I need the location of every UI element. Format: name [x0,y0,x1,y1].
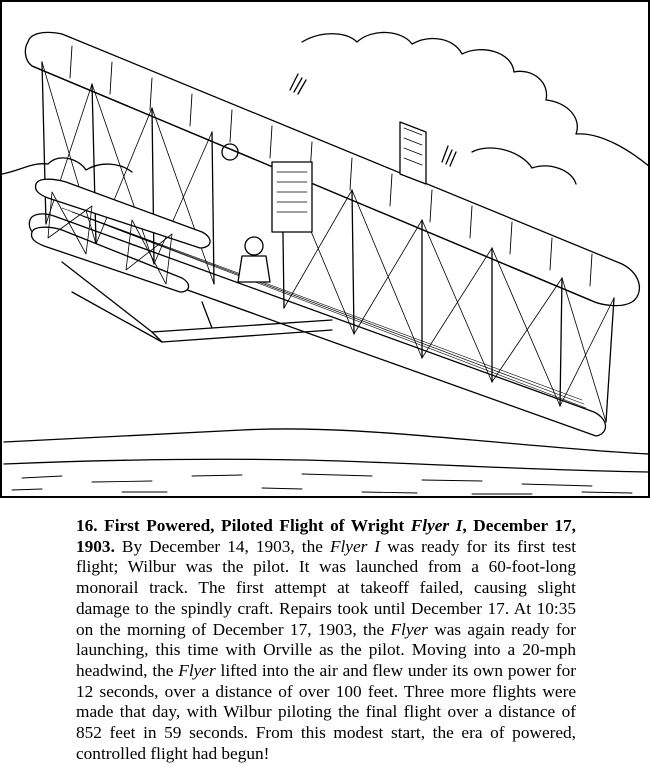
body-italic: Flyer [390,619,428,639]
body-italic: Flyer [178,660,216,680]
heading-title-italic: Flyer I [410,516,463,535]
heading-suffix: , December 17, 1903. [76,516,576,556]
ground-line [4,459,650,472]
pilot-head [245,237,263,255]
cloud-outline [472,148,576,184]
engine-block [272,162,312,232]
pilot-body [238,256,270,282]
heading-prefix: 16. First Powered, Piloted Flight of Wright [76,516,411,535]
ground-line [12,488,632,494]
body-text: was ready for its first test flight; Wilbur was the pilot. It was launched from a 60-foot-long monorail track. The first attempt at takeoff failed, causing slight damage to the spindly craft. Repairs took until December 17. At 10:35 on the morning of December 17, 1903, the [76,536,577,639]
body-italic: Flyer I [329,536,381,556]
propeller [442,146,456,166]
horizon-line [4,429,650,454]
ground-line [22,474,592,486]
body-text: By December 14, 1903, the [114,536,330,556]
caption-text [76,516,576,764]
body-text: was again ready for launching, this time with Orville as the pilot. Moving into a 20-mph headwind, the [76,619,576,680]
cloud-outline [302,32,650,167]
skid-support [152,302,212,342]
body-text: lifted into the air and flew under its own power for 12 seconds, over a distance of over 100 feet. Three more flights were made that day, with Wilbur piloting the final flight over a distance of 852 feet in 59 seconds. From this modest start, the era of powered, controlled flight had begun! [76,660,576,763]
propeller [290,74,306,94]
biplane-line-art [2,2,650,498]
